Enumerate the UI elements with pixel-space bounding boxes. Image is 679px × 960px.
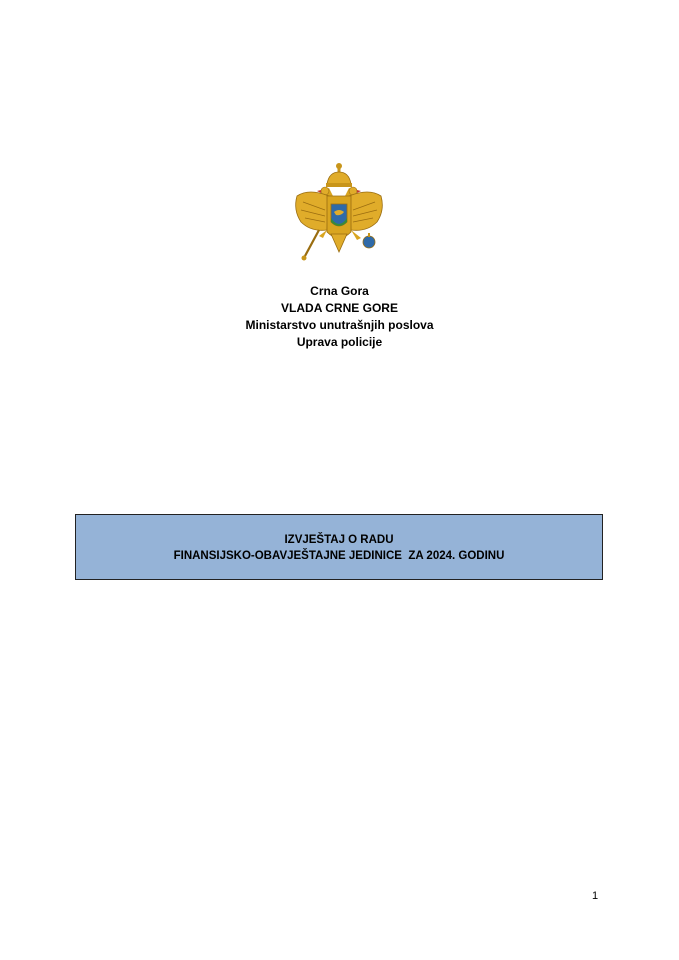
report-title-box (75, 514, 603, 580)
country-name: Crna Gora (310, 284, 369, 298)
report-title-line2: FINANSIJSKO-OBAVJEŠTAJNE JEDINICE ZA 2024. GODINU (173, 550, 505, 562)
government-name: VLADA CRNE GORE (281, 301, 398, 315)
issuer-block (0, 283, 679, 351)
report-title-line1: IZVJEŠTAJ O RADU (284, 534, 394, 546)
page-number: 1 (591, 890, 599, 902)
ministry-name: Ministarstvo unutrašnjih poslova (245, 318, 434, 332)
montenegro-coat-of-arms-icon (289, 160, 389, 266)
directorate-name: Uprava policije (296, 335, 383, 349)
